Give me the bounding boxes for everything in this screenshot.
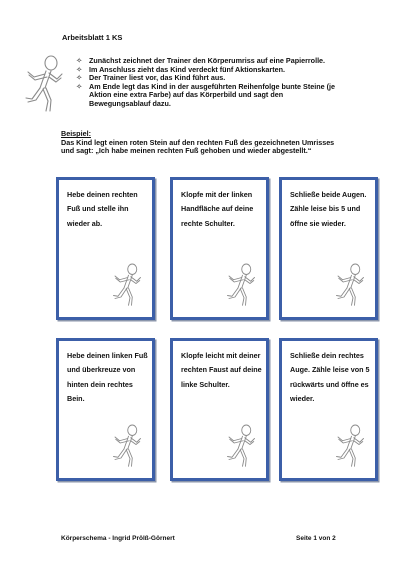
card-text: Schließe dein rechtes Auge. Zähle leise von 5 rückwärts und öffne es wieder. (290, 351, 370, 404)
card-text: Klopfe mit der linken Handfläche auf deine rechte Schulter. (181, 190, 254, 228)
instruction-item: ✧ Im Anschluss zieht das Kind verdeckt fünf Aktionskarten. (76, 64, 285, 74)
instruction-item: ✧ Zunächst zeichnet der Trainer den Körperumriss auf eine Papierrolle. (76, 56, 326, 65)
running-figure-icon (112, 424, 142, 468)
action-card (279, 177, 378, 320)
action-card (279, 338, 378, 481)
running-figure-icon (112, 263, 142, 307)
card-text: Klopfe leicht mit deiner rechten Faust auf deine linke Schulter. (181, 351, 262, 389)
example-text: Das Kind legt einen roten Stein auf den rechten Fuß des gezeichneten Umrisses und sagt: „Ich habe meinen rechten Fuß gehoben und wieder abgestellt.“ (61, 137, 335, 156)
action-card (170, 177, 269, 320)
running-figure-icon (335, 424, 365, 468)
star-bullet-icon: ✧ (76, 56, 83, 65)
star-bullet-icon: ✧ (76, 73, 83, 83)
star-bullet-icon: ✧ (76, 81, 83, 91)
action-card (56, 177, 155, 320)
footer-page-number: Seite 1 von 2 (296, 535, 336, 542)
footer-author: Körperschema - Ingrid Prölß-Görnert (61, 535, 175, 542)
example-section (61, 130, 343, 156)
running-figure-icon (24, 55, 64, 113)
worksheet-title: Arbeitsblatt 1 KS (62, 33, 123, 42)
action-card (56, 338, 155, 481)
running-figure-icon (335, 263, 365, 307)
card-text: Schließe beide Augen. Zähle leise bis 5 und öffne sie wieder. (290, 190, 367, 228)
card-text: Hebe deinen linken Fuß und überkreuze von hinten dein rechtes Bein. (67, 351, 148, 404)
action-card (170, 338, 269, 481)
instruction-item: ✧ Am Ende legt das Kind in der ausgeführten Reihenfolge bunte Steine (je Aktion eine extra Farbe) auf das Körperbild und sagt den Bewegungsablauf dazu. (76, 81, 335, 108)
running-figure-icon (226, 424, 256, 468)
star-bullet-icon: ✧ (76, 64, 83, 74)
instruction-item: ✧ Der Trainer liest vor, das Kind führt aus. (76, 73, 226, 83)
example-heading: Beispiel: (61, 129, 91, 138)
instruction-list (76, 57, 346, 109)
running-figure-icon (226, 263, 256, 307)
card-text: Hebe deinen rechten Fuß und stelle ihn wieder ab. (67, 190, 138, 228)
